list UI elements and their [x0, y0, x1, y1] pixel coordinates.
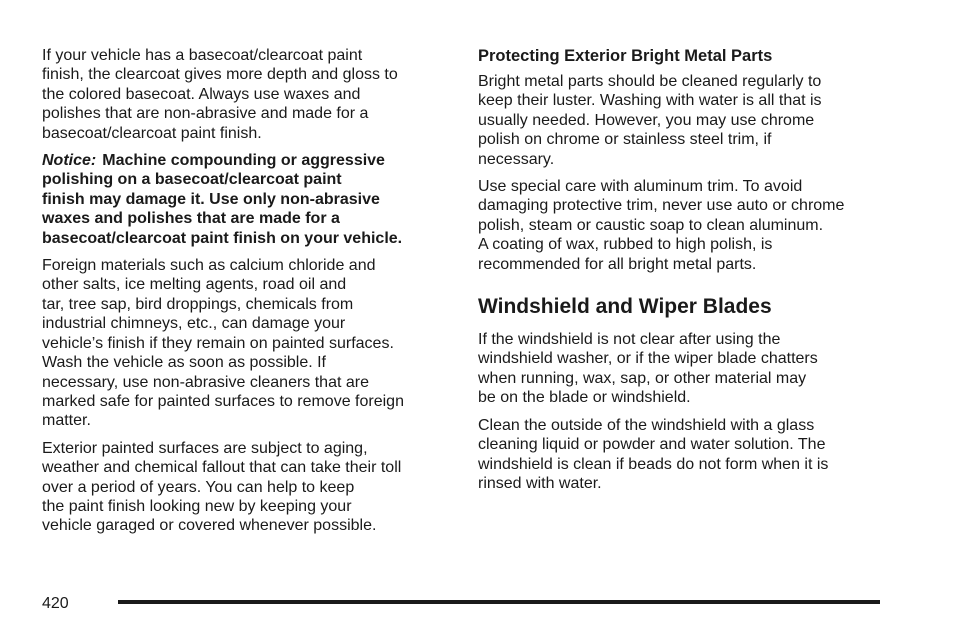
right-column — [478, 46, 888, 501]
clearcoat-paragraph: If your vehicle has a basecoat/clearcoat paint finish, the clearcoat gives more depth and gloss to the colored basecoat. Always use waxes and polishes that are non-abrasive and made for a basecoat/clearcoat paint finish. — [42, 47, 398, 142]
windshield-section-heading: Windshield and Wiper Blades — [478, 295, 772, 319]
bright-metal-paragraph: Bright metal parts should be cleaned regularly to keep their luster. Washing with water is all that is usually needed. However, you may use chrome polish on chrome or stainless steel trim, if necessary. — [478, 73, 822, 168]
foreign-materials-paragraph: Foreign materials such as calcium chloride and other salts, ice melting agents, road oil and tar, tree sap, bird droppings, chemicals from industrial chimneys, etc., can damage your vehicle’s finish if they remain on painted surfaces. Wash the vehicle as soon as possible. If necessary, use non-abrasive cleaners that are marked safe for painted surfaces to remove foreign matter. — [42, 257, 404, 430]
notice-label: Notice: — [42, 152, 97, 170]
aging-paragraph: Exterior painted surfaces are subject to aging, weather and chemical fallout that can take their toll over a period of years. You can help to keep the paint finish looking new by keeping your vehicle garaged or covered whenever possible. — [42, 439, 402, 535]
left-column — [42, 46, 454, 544]
bright-metal-subheading: Protecting Exterior Bright Metal Parts — [478, 47, 773, 65]
page-number: 420 — [42, 595, 69, 612]
windshield-cleaning-paragraph: Clean the outside of the windshield with a glass cleaning liquid or powder and water solution. The windshield is clean if beads do not form when it is rinsed with water. — [478, 416, 829, 492]
notice-text: Machine compounding or aggressive polishing on a basecoat/clearcoat paint finish may damage it. Use only non-abrasive waxes and polishes that are made for a basecoat/clearcoat paint finish on your vehicle. — [42, 152, 403, 247]
aluminum-trim-paragraph: Use special care with aluminum trim. To avoid damaging protective trim, never use auto or chrome polish, steam or caustic soap to clean aluminum. A coating of wax, rubbed to high polish, is recommended for all bright metal parts. — [478, 178, 845, 273]
windshield-paragraph: If the windshield is not clear after using the windshield washer, or if the wiper blade chatters when running, wax, sap, or other material may be on the blade or windshield. — [478, 331, 818, 407]
footer-rule — [118, 600, 880, 604]
notice-block — [42, 151, 454, 248]
